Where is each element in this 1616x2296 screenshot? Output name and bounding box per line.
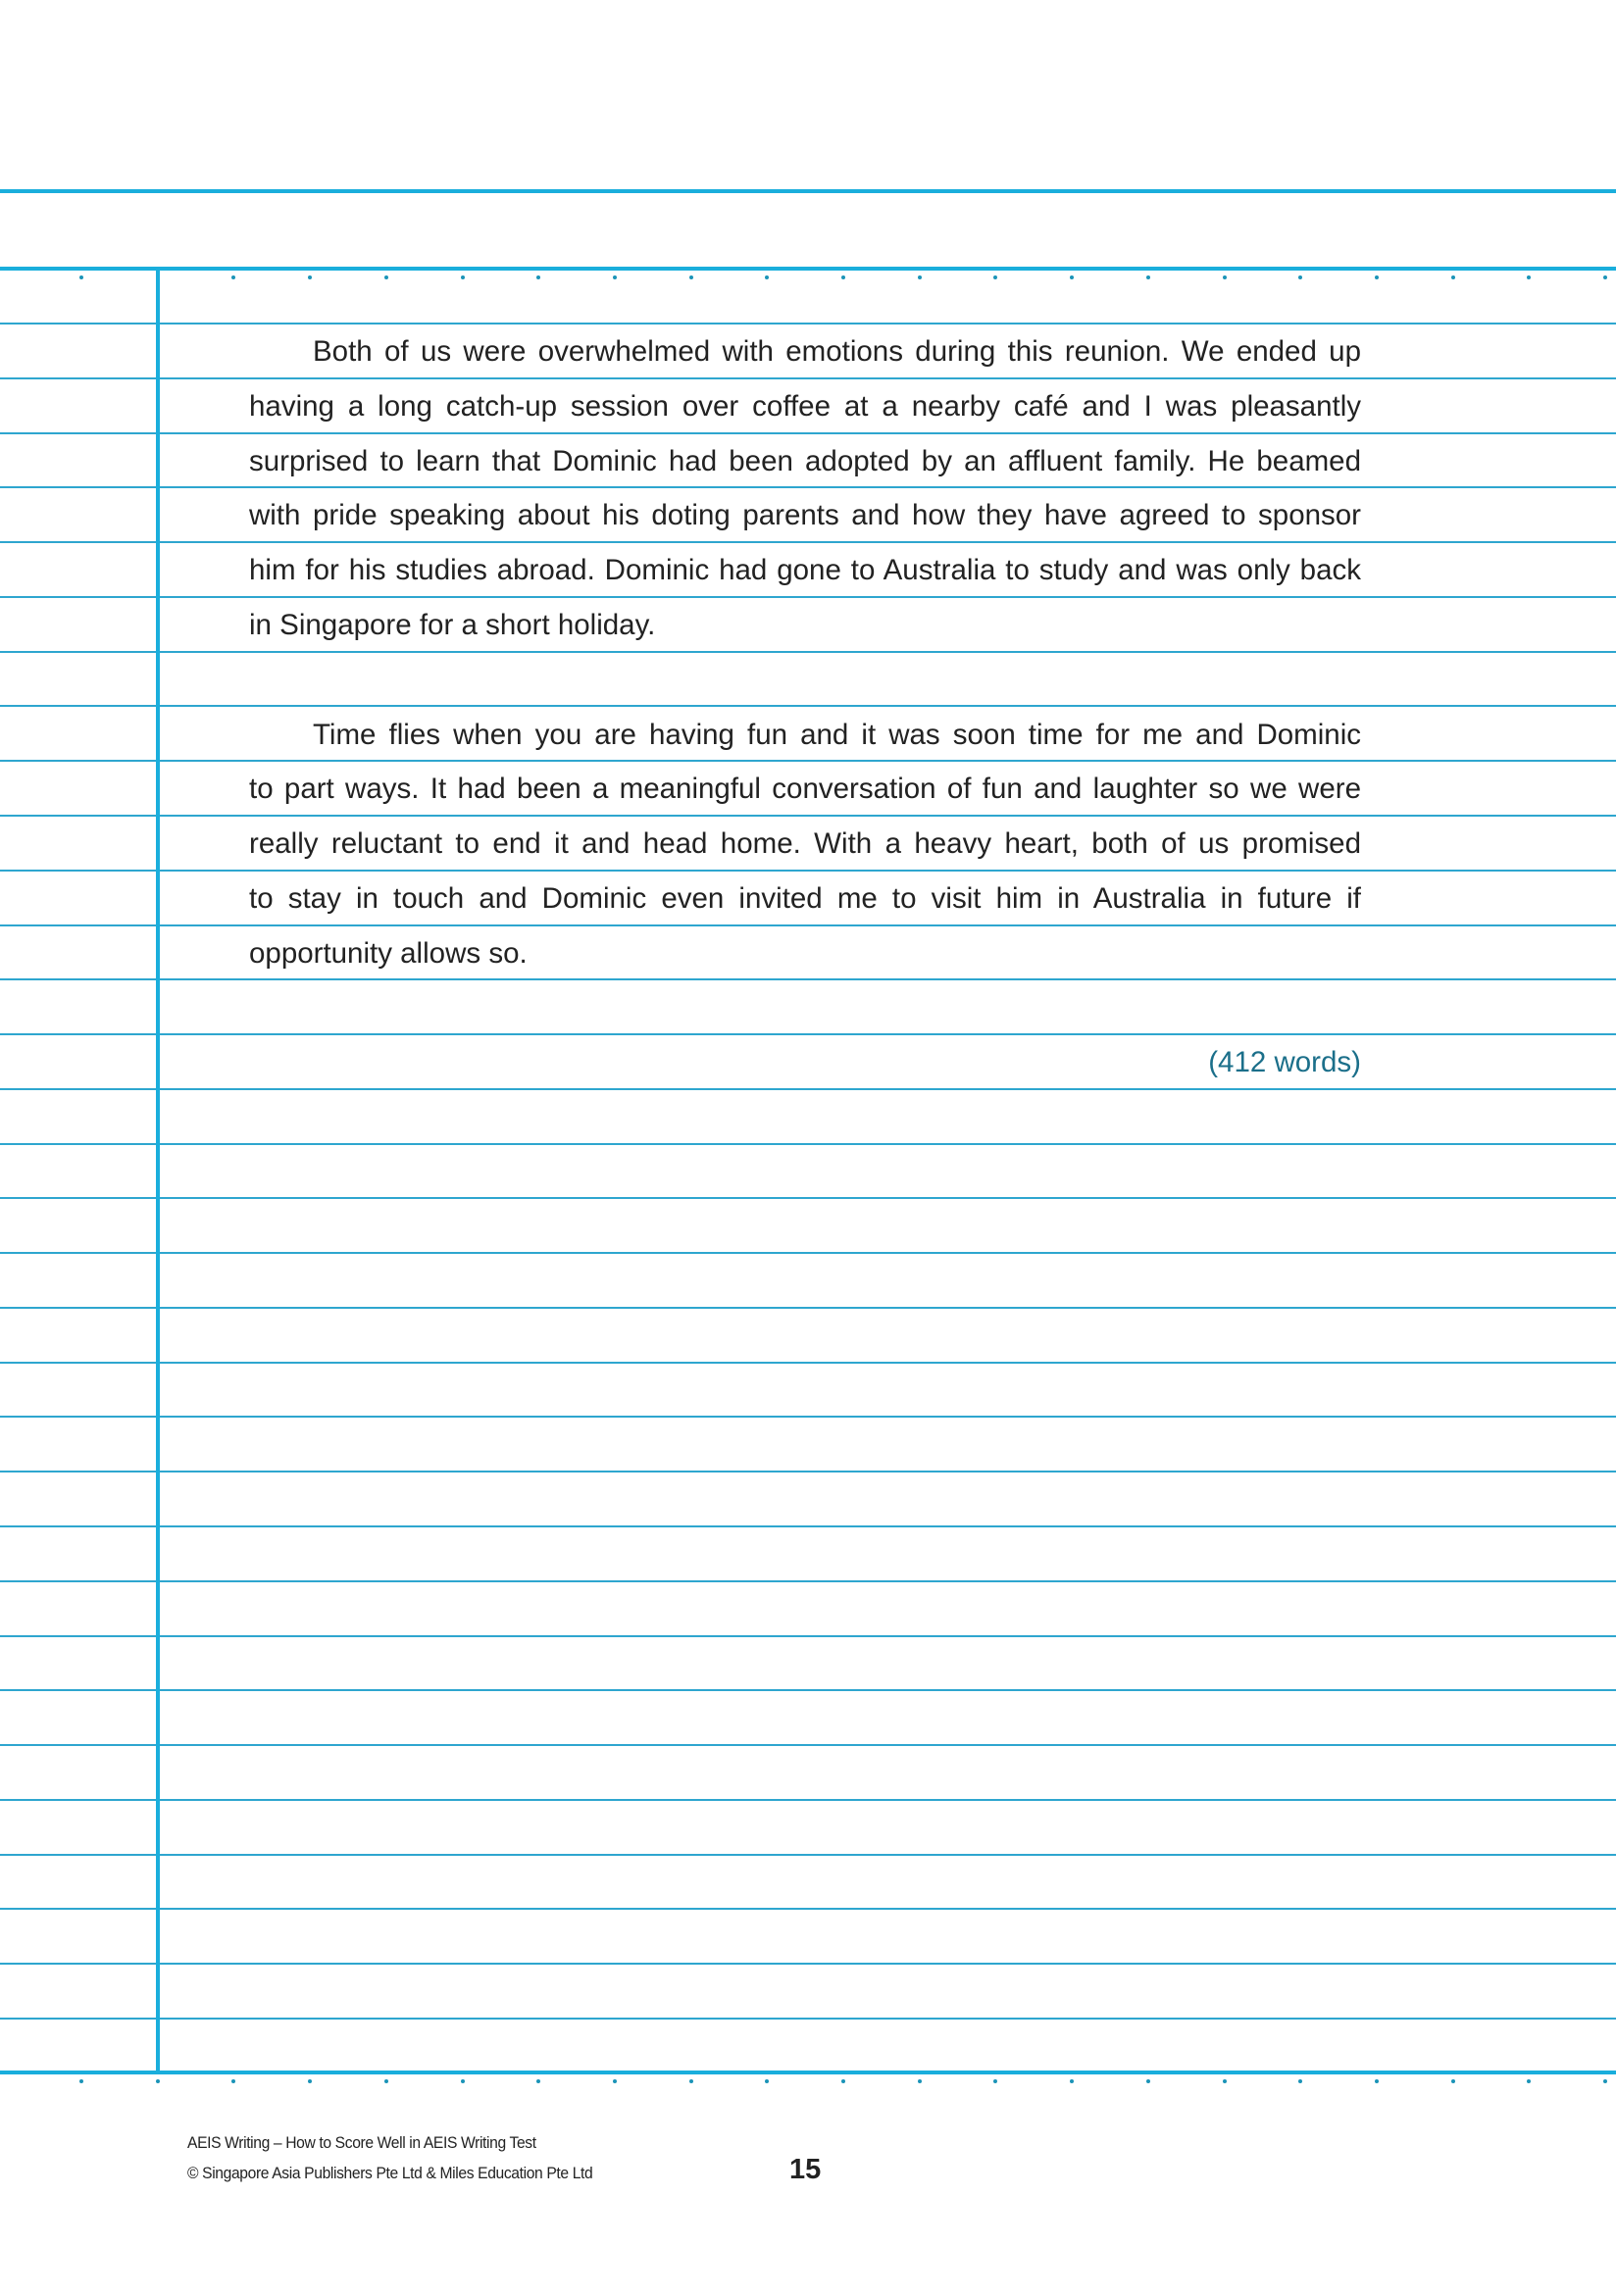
guide-dot — [1146, 275, 1150, 279]
guide-dot — [1070, 275, 1074, 279]
footer-book-title: AEIS Writing – How to Score Well in AEIS Writing Test — [187, 2133, 536, 2152]
ruled-line — [0, 924, 1616, 926]
ruled-line — [0, 705, 1616, 707]
ruled-line — [0, 1963, 1616, 1965]
ruled-line — [0, 1689, 1616, 1691]
ruled-line — [0, 1799, 1616, 1801]
ruled-line — [0, 596, 1616, 598]
ruled-line — [0, 1362, 1616, 1364]
ruled-line — [0, 1088, 1616, 1090]
guide-dot — [841, 2079, 845, 2083]
guide-dot — [993, 2079, 997, 2083]
guide-dot — [79, 2079, 83, 2083]
ruled-line — [0, 1033, 1616, 1035]
guide-dot — [1070, 2079, 1074, 2083]
text-line: to part ways. It had been a meaningful conversation of fun and laughter so we were — [249, 773, 1361, 805]
text-line: Both of us were overwhelmed with emotions during this reunion. We ended up — [313, 335, 1361, 368]
guide-dot — [231, 275, 235, 279]
guide-dot — [1375, 275, 1379, 279]
ruled-line — [0, 1635, 1616, 1637]
guide-dot — [613, 2079, 617, 2083]
text-line: Time flies when you are having fun and it was soon time for me and Dominic — [313, 719, 1361, 751]
guide-dot — [1527, 275, 1531, 279]
text-line: with pride speaking about his doting parents and how they have agreed to sponsor — [249, 499, 1361, 531]
text-line: really reluctant to end it and head home. With a heavy heart, both of us promised — [249, 827, 1361, 860]
guide-dot — [384, 2079, 388, 2083]
guide-dot — [765, 275, 769, 279]
guide-dot — [1298, 275, 1302, 279]
ruled-line — [0, 323, 1616, 324]
footer-copyright: © Singapore Asia Publishers Pte Ltd & Miles Education Pte Ltd — [187, 2164, 593, 2182]
guide-dot — [1451, 275, 1455, 279]
guide-dot — [613, 275, 617, 279]
ruled-line — [0, 1197, 1616, 1199]
ruled-line — [0, 1525, 1616, 1527]
guide-dot — [1223, 275, 1227, 279]
guide-dot — [461, 2079, 465, 2083]
ruled-line — [0, 870, 1616, 872]
ruled-line — [0, 760, 1616, 762]
ruled-line — [0, 815, 1616, 817]
ruled-line — [0, 1307, 1616, 1309]
ruled-line — [0, 1143, 1616, 1145]
text-line: having a long catch-up session over coffee at a nearby café and I was pleasantly — [249, 390, 1361, 423]
ruled-line — [0, 1252, 1616, 1254]
header-rule — [0, 267, 1616, 271]
guide-dot — [536, 275, 540, 279]
text-line: surprised to learn that Dominic had been adopted by an affluent family. He beamed — [249, 445, 1361, 477]
ruled-line — [0, 432, 1616, 434]
ruled-line — [0, 651, 1616, 653]
text-line: him for his studies abroad. Dominic had gone to Australia to study and was only back — [249, 554, 1361, 586]
guide-dot — [308, 2079, 312, 2083]
page-number: 15 — [789, 2154, 822, 2185]
guide-dot — [79, 275, 83, 279]
guide-dot — [384, 275, 388, 279]
guide-dot — [461, 275, 465, 279]
ruled-line — [0, 1416, 1616, 1418]
top-rule — [0, 189, 1616, 193]
guide-dot — [918, 2079, 922, 2083]
guide-dot — [689, 275, 693, 279]
text-line: opportunity allows so. — [249, 937, 528, 970]
guide-dot — [536, 2079, 540, 2083]
guide-dot — [765, 2079, 769, 2083]
ruled-line — [0, 1471, 1616, 1472]
ruled-line — [0, 486, 1616, 488]
guide-dot — [1146, 2079, 1150, 2083]
margin-line — [156, 269, 160, 2074]
ruled-line — [0, 1908, 1616, 1910]
text-line: to stay in touch and Dominic even invited me to visit him in Australia in future if — [249, 882, 1361, 915]
ruled-line — [0, 377, 1616, 379]
guide-dot — [1527, 2079, 1531, 2083]
ruled-line — [0, 1854, 1616, 1856]
bottom-rule — [0, 2071, 1616, 2074]
guide-dot — [841, 275, 845, 279]
guide-dot — [1451, 2079, 1455, 2083]
guide-dot — [156, 2079, 160, 2083]
ruled-line — [0, 2018, 1616, 2020]
guide-dot — [1603, 2079, 1607, 2083]
guide-dot — [231, 2079, 235, 2083]
guide-dot — [918, 275, 922, 279]
guide-dot — [689, 2079, 693, 2083]
guide-dot — [308, 275, 312, 279]
guide-dot — [1603, 275, 1607, 279]
ruled-line — [0, 978, 1616, 980]
text-line: in Singapore for a short holiday. — [249, 609, 656, 641]
ruled-line — [0, 1744, 1616, 1746]
guide-dot — [993, 275, 997, 279]
guide-dot — [1375, 2079, 1379, 2083]
guide-dot — [1298, 2079, 1302, 2083]
ruled-line — [0, 541, 1616, 543]
ruled-line — [0, 1580, 1616, 1582]
guide-dot — [1223, 2079, 1227, 2083]
word-count: (412 words) — [1208, 1046, 1361, 1078]
